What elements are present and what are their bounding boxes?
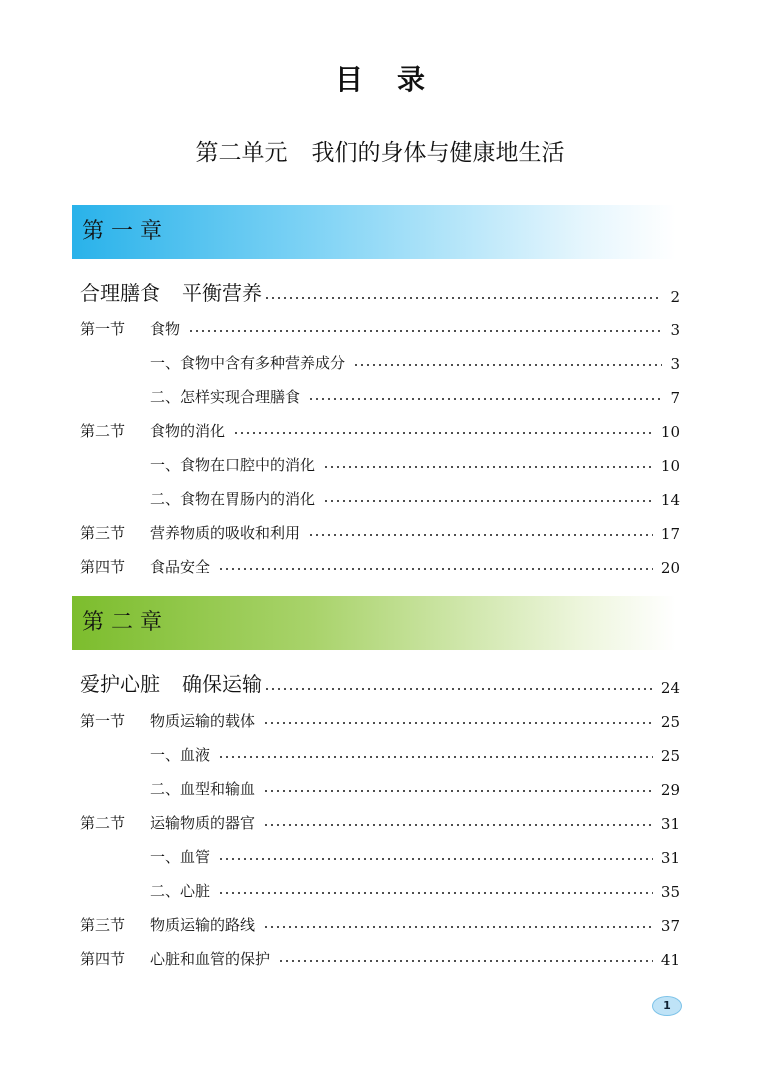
page-ref: 24 [660, 679, 680, 697]
page-ref: 2 [670, 288, 680, 306]
page-number-badge: 1 [652, 996, 682, 1016]
toc-entry[interactable] [80, 517, 680, 543]
section-label: 第四节 [80, 950, 126, 968]
entry-title: 运输物质的器官 [150, 814, 256, 832]
page-ref: 3 [670, 355, 680, 373]
entry-title: 二、血型和输血 [150, 780, 256, 798]
dot-leader [218, 567, 653, 571]
dot-leader [188, 329, 662, 333]
dot-leader [263, 823, 653, 827]
toc-entry[interactable] [80, 705, 680, 731]
toc-entry[interactable] [80, 739, 680, 765]
entry-title: 二、怎样实现合理膳食 [150, 388, 301, 406]
chapter-1-label: 第 一 章 [82, 219, 162, 244]
dot-leader [308, 397, 662, 401]
chapter-1-heading[interactable]: 合理膳食 平衡营养 2 [80, 281, 680, 306]
entry-title: 一、血液 [150, 746, 211, 764]
entry-title: 二、心脏 [150, 882, 211, 900]
toc-entry[interactable] [80, 415, 680, 441]
title-right: 录 [397, 63, 426, 96]
page-ref: 7 [670, 389, 680, 407]
dot-leader [263, 789, 653, 793]
page-title [0, 58, 760, 98]
page-ref: 14 [660, 491, 680, 509]
dot-leader [264, 687, 653, 691]
toc-entry[interactable] [80, 381, 680, 407]
entry-title: 食物的消化 [150, 422, 226, 440]
dot-leader [233, 431, 653, 435]
page-ref: 25 [660, 747, 680, 765]
page-ref: 31 [660, 815, 680, 833]
page-ref: 3 [670, 321, 680, 339]
dot-leader [353, 363, 662, 367]
dot-leader [218, 755, 653, 759]
entry-title: 食物 [150, 320, 181, 338]
toc-entry[interactable] [80, 313, 680, 339]
page-ref: 10 [660, 457, 680, 475]
dot-leader [323, 465, 653, 469]
section-label: 第一节 [80, 320, 126, 338]
toc-entry[interactable] [80, 347, 680, 373]
toc-entry[interactable] [80, 807, 680, 833]
page-ref: 35 [660, 883, 680, 901]
dot-leader [264, 296, 662, 300]
toc-entry[interactable] [80, 551, 680, 577]
entry-title: 物质运输的路线 [150, 916, 256, 934]
toc-entry[interactable] [80, 875, 680, 901]
chapter-1-bar [72, 205, 676, 259]
dot-leader [263, 721, 653, 725]
unit-name: 我们的身体与健康地生活 [311, 140, 565, 166]
page-ref: 37 [660, 917, 680, 935]
dot-leader [263, 925, 653, 929]
section-label: 第三节 [80, 916, 126, 934]
page-ref: 41 [660, 951, 680, 969]
section-label: 第四节 [80, 558, 126, 576]
dot-leader [278, 959, 653, 963]
section-label: 第二节 [80, 814, 126, 832]
section-label: 第一节 [80, 712, 126, 730]
page-ref: 17 [660, 525, 680, 543]
entry-title: 营养物质的吸收和利用 [150, 524, 301, 542]
entry-title: 二、食物在胃肠内的消化 [150, 490, 316, 508]
page-ref: 10 [660, 423, 680, 441]
toc-entry[interactable] [80, 773, 680, 799]
dot-leader [323, 499, 653, 503]
toc-entry[interactable] [80, 841, 680, 867]
unit-number: 第二单元 [195, 140, 288, 166]
chapter-2-label: 第 二 章 [82, 610, 162, 635]
dot-leader [308, 533, 653, 537]
entry-title: 一、食物在口腔中的消化 [150, 456, 316, 474]
entry-title: 食品安全 [150, 558, 211, 576]
toc-entry[interactable] [80, 449, 680, 475]
page-ref: 25 [660, 713, 680, 731]
entry-title: 一、血管 [150, 848, 211, 866]
page-ref: 20 [660, 559, 680, 577]
title-left: 目 [334, 63, 363, 96]
toc-entry[interactable] [80, 483, 680, 509]
unit-heading [0, 134, 760, 167]
section-label: 第三节 [80, 524, 126, 542]
chapter-2-bar [72, 596, 676, 650]
entry-title: 一、食物中含有多种营养成分 [150, 354, 346, 372]
entry-title: 心脏和血管的保护 [150, 950, 271, 968]
section-label: 第二节 [80, 422, 126, 440]
toc-entry[interactable] [80, 909, 680, 935]
dot-leader [218, 857, 653, 861]
dot-leader [218, 891, 653, 895]
page-ref: 29 [660, 781, 680, 799]
toc-entry[interactable] [80, 943, 680, 969]
page-ref: 31 [660, 849, 680, 867]
entry-title: 物质运输的载体 [150, 712, 256, 730]
chapter-2-heading[interactable]: 爱护心脏 确保运输 24 [80, 672, 680, 697]
